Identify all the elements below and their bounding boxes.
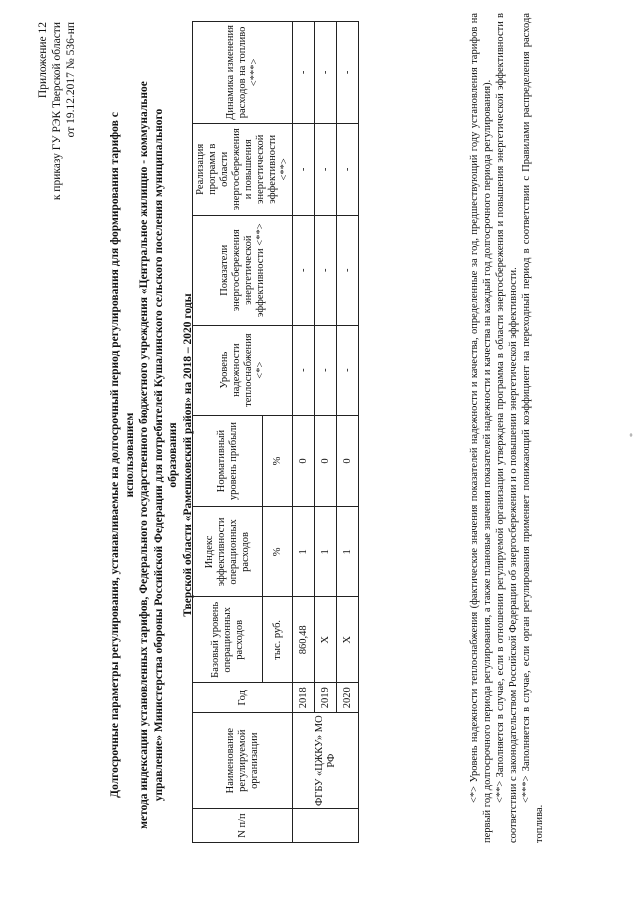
- scan-mark: *: [628, 433, 637, 437]
- footnote-energy: <**> Заполняется в случае, если в отношении регулируемой организации утверждена программа в области энергосбережения и повышения энергетической эффективности в соответствии с законодательством Российской Федерации об энергосбережении и о повышении энергетической эффективности.: [495, 13, 519, 843]
- cell-year: 2020: [337, 683, 359, 713]
- header-fuel: Динамика изменения расходов на топливо <***>: [193, 22, 293, 124]
- cell-org: ФГБУ «ЦЖКУ» МО РФ: [293, 713, 359, 809]
- header-program: Реализация программ в области энергосбережения и повышения энергетической эффективности <**>: [193, 123, 293, 215]
- appendix-line-3: от 19.12.2017 № 536-нп: [65, 22, 77, 138]
- header-base: Базовый уровень операционных расходов: [193, 597, 263, 683]
- unit-profit: %: [263, 415, 293, 507]
- cell-index: 1: [293, 507, 315, 597]
- cell-profit: 0: [337, 415, 359, 507]
- cell-base: Х: [315, 597, 337, 683]
- appendix-line-1: Приложение 12: [37, 22, 49, 99]
- title-line-2: метода индексации установленных тарифов, Федерального государственного бюджетного учреждения «Центральное жилищно - коммунальное: [138, 81, 150, 829]
- cell-index: 1: [315, 507, 337, 597]
- cell-year: 2019: [315, 683, 337, 713]
- cell-profit: 0: [315, 415, 337, 507]
- cell-base: 860,48: [293, 597, 315, 683]
- cell-program: -: [337, 123, 359, 215]
- footnote-reliability: <*> Уровень надежности теплоснабжения (фактические значения показателей надежности и качества, определенные за год, предшествующий году установления тарифов на первый год долгосрочного периода регулирования, а также плановые значения показателей надежности и качества на каждый год долгосрочного периода регулирования).: [469, 13, 493, 843]
- cell-profit: 0: [293, 415, 315, 507]
- cell-reliability: -: [337, 325, 359, 415]
- table-header-row: [193, 22, 263, 843]
- cell-fuel: -: [293, 22, 315, 124]
- cell-reliability: -: [315, 325, 337, 415]
- cell-energy: -: [293, 215, 315, 325]
- footnotes: [468, 13, 546, 843]
- title-line-4: Тверской области «Рамешковский район» на 2018 – 2020 годы: [181, 293, 194, 617]
- cell-program: -: [293, 123, 315, 215]
- header-index: Индекс эффективности операционных расходов: [193, 507, 263, 597]
- header-profit: Нормативный уровень прибыли: [193, 415, 263, 507]
- header-num: N п/п: [193, 809, 293, 843]
- cell-fuel: -: [337, 22, 359, 124]
- header-energy-indicators: Показатели энергосбережения энергетической эффективности <**>: [193, 215, 293, 325]
- cell-index: 1: [337, 507, 359, 597]
- cell-year: 2018: [293, 683, 315, 713]
- title-line-3: управление» Министерства обороны Российской Федерации для потребителей Кушалинского сельского поселения муниципального образования: [152, 108, 179, 802]
- unit-index: %: [263, 507, 293, 597]
- footnote-fuel: <***> Заполняется в случае, если орган регулирования применяет понижающий коэффициент на переходный период в соответствии с Правилами распределения расхода топлива.: [521, 13, 545, 843]
- table-row: [293, 22, 315, 843]
- cell-energy: -: [337, 215, 359, 325]
- document-title: [108, 75, 195, 835]
- appendix-header: [36, 22, 78, 200]
- title-line-1: Долгосрочные параметры регулирования, устанавливаемые на долгосрочный период регулирования для формирования тарифов с использованием: [109, 112, 136, 798]
- cell-base: Х: [337, 597, 359, 683]
- cell-reliability: -: [293, 325, 315, 415]
- cell-fuel: -: [315, 22, 337, 124]
- parameters-table: [192, 21, 359, 843]
- header-year: Год: [193, 683, 293, 713]
- cell-program: -: [315, 123, 337, 215]
- header-reliability: Уровень надежности теплоснабжения <*>: [193, 325, 293, 415]
- cell-energy: -: [315, 215, 337, 325]
- unit-base: тыс. руб.: [263, 597, 293, 683]
- header-org: Наименование регулируемой организации: [193, 713, 293, 809]
- appendix-line-2: к приказу ГУ РЭК Тверской области: [51, 22, 63, 201]
- cell-num: [293, 809, 359, 843]
